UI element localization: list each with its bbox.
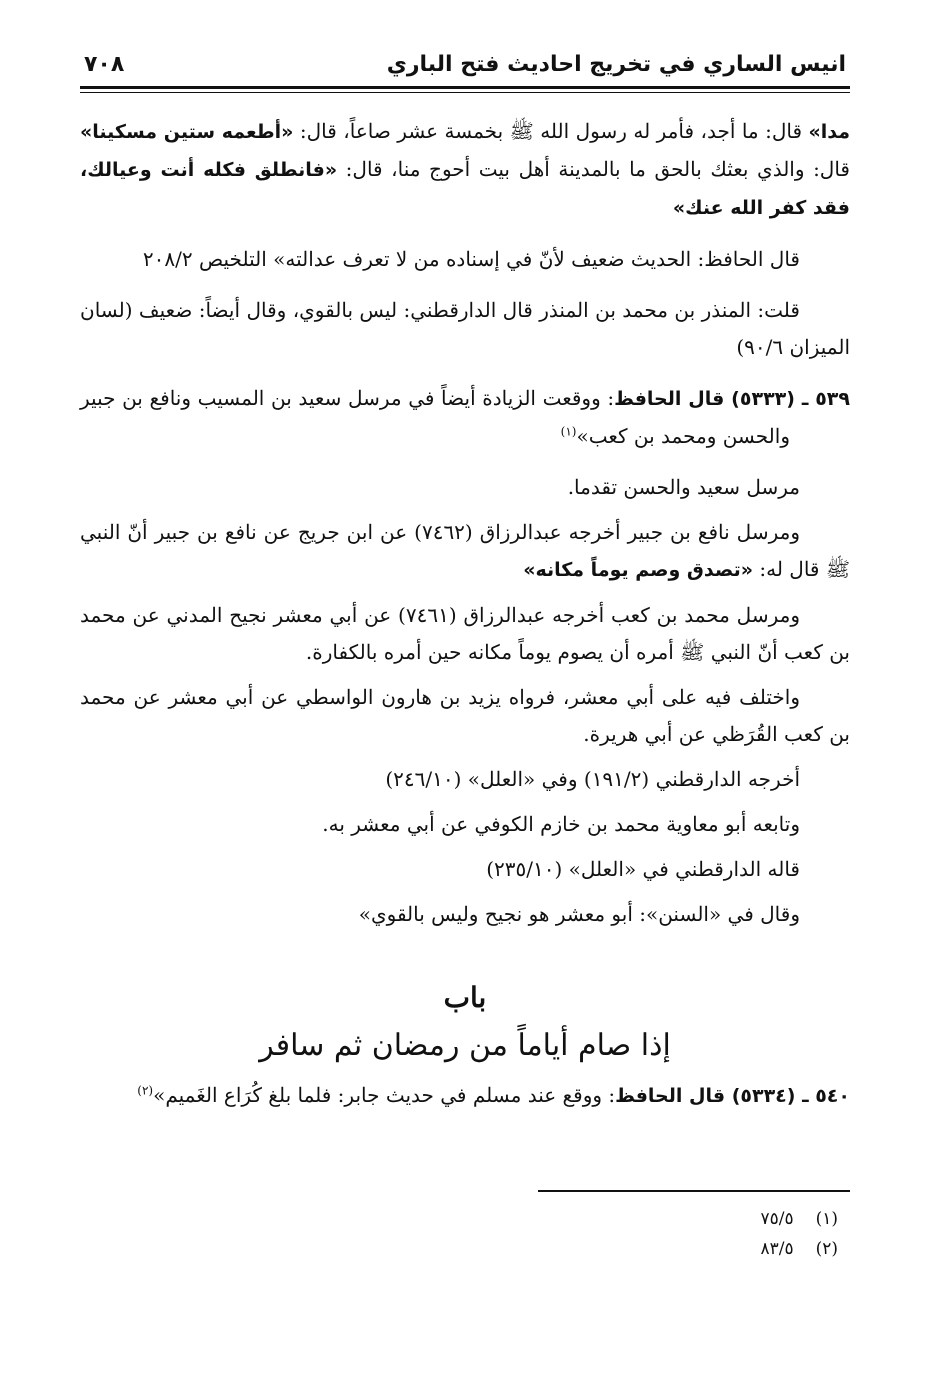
header-rule-thin: [80, 92, 850, 93]
paragraph-11: قاله الدارقطني في «العلل» (٢٣٥/١٠): [486, 857, 800, 882]
footnote: [80, 1234, 850, 1264]
footnote-ref: (١): [560, 424, 577, 439]
footnote-rule: [538, 1190, 850, 1192]
page-header: [80, 52, 850, 84]
footnote: [80, 1204, 850, 1234]
paragraph-5: مرسل سعيد والحسن تقدما.: [567, 475, 800, 500]
quote-text: مدا»: [808, 121, 850, 144]
footnote-text: ٧٥/٥: [760, 1209, 794, 1229]
paragraph-2: قال الحافظ: الحديث ضعيف لأنّ في إسناده من لا تعرف عدالته» التلخيص ٢٠٨/٢: [142, 247, 800, 272]
paragraph-7: ومرسل محمد بن كعب أخرجه عبدالرزاق (٧٤٦١) عن أبي معشر نجيح المدني عن محمد بن كعب أنّ النبي ﷺ أمره أن يصوم يوماً مكانه حين أمره بالكفارة.: [80, 603, 850, 665]
quote-text: «فانطلق فكله أنت وعيالك، فقد كفر الله عنك»: [80, 159, 850, 220]
book-title: انيس الساري في تخريج احاديث فتح الباري: [386, 52, 846, 77]
chapter-title: إذا صام أياماً من رمضان ثم سافر: [259, 1028, 671, 1064]
footnote-marker: (١): [815, 1209, 838, 1229]
entry-539: [80, 380, 850, 455]
header-rule: [80, 86, 850, 89]
chapter-heading: باب: [443, 981, 487, 1015]
body-text: ومرسل نافع بن جبير أخرجه عبدالرزاق (٧٤٦٢) عن ابن جريج عن نافع بن جبير أنّ النبي ﷺ قال له:: [80, 520, 850, 582]
quote-text: «تصدق وصم يوماً مكانه»: [523, 559, 754, 582]
paragraph-1: [80, 113, 850, 227]
entry-number: ٥٤٠ ـ (٥٣٣٤) قال الحافظ: [615, 1085, 850, 1108]
entry-540: [80, 1077, 850, 1115]
footnote-text: ٨٣/٥: [760, 1239, 794, 1259]
paragraph-9: أخرجه الدارقطني (١٩١/٢) وفي «العلل» (٢٤٦/١٠): [385, 767, 800, 792]
entry-text: : ووقع عند مسلم في حديث جابر: فلما بلغ كُرَاع الغَميم»: [153, 1083, 616, 1108]
footnote-ref: (٢): [137, 1083, 154, 1098]
page: [80, 52, 850, 1259]
entry-text: : ووقعت الزيادة أيضاً في مرسل سعيد بن المسيب ونافع بن جبير والحسن ومحمد بن كعب»: [80, 386, 790, 449]
paragraph-6: [80, 514, 850, 589]
paragraph-8: واختلف فيه على أبي معشر، فرواه يزيد بن هارون الواسطي عن أبي معشر عن محمد بن كعب القُرَظي عن أبي هريرة.: [80, 685, 850, 747]
paragraph-12: وقال في «السنن»: أبو معشر هو نجيح وليس بالقوي»: [358, 902, 800, 927]
footnotes: [80, 1204, 850, 1264]
page-number: ٧٠٨: [84, 52, 125, 77]
paragraph-3: قلت: المنذر بن محمد بن المنذر قال الدارقطني: ليس بالقوي، وقال أيضاً: ضعيف (لسان الميزان ٩٠/٦): [80, 298, 850, 360]
body-text: قال: والذي بعثك بالحق ما بالمدينة أهل بيت أحوج منا، قال:: [337, 157, 850, 182]
body-text: قال: ما أجد، فأمر له رسول الله ﷺ بخمسة عشر صاعاً، قال:: [293, 119, 809, 144]
quote-text: «أطعمه ستين مسكينا»: [80, 121, 294, 144]
paragraph-10: وتابعه أبو معاوية محمد بن خازم الكوفي عن أبي معشر به.: [322, 812, 800, 837]
entry-number: ٥٣٩ ـ (٥٣٣٣) قال الحافظ: [614, 388, 850, 411]
footnote-marker: (٢): [815, 1239, 838, 1259]
